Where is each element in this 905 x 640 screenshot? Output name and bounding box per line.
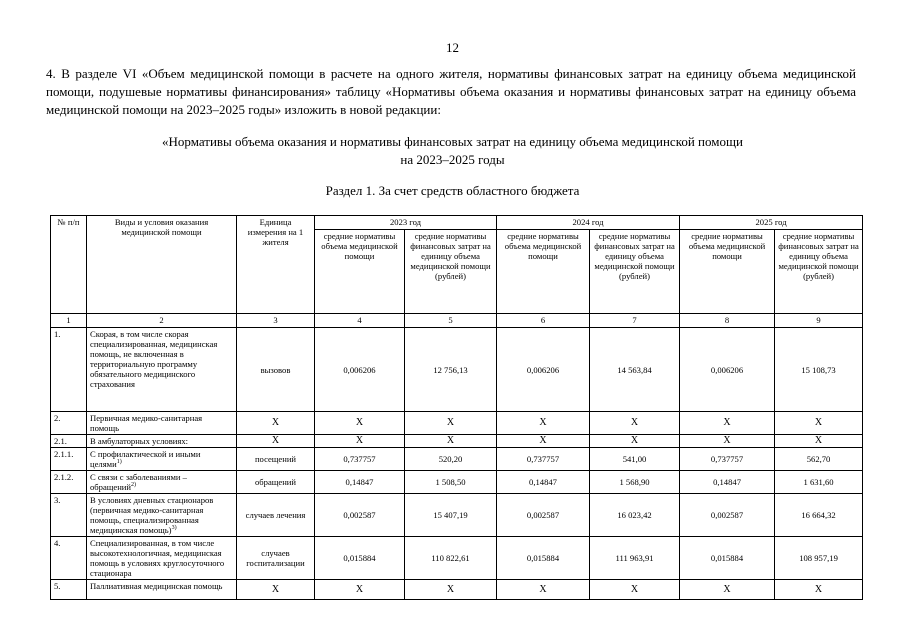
row-cost-2025: X [775, 412, 863, 435]
row-type [87, 448, 237, 471]
row-volume-2025: X [680, 580, 775, 600]
footnote-marker: 1) [116, 459, 122, 466]
row-volume-2023: X [315, 435, 405, 448]
header-volume-2023: средние нормативы объема медицинской помощи [315, 230, 405, 314]
row-cost-2023: X [405, 435, 497, 448]
row-volume-2023: 0,002587 [315, 494, 405, 537]
column-index: 4 [315, 314, 405, 328]
row-cost-2025: 1 631,60 [775, 471, 863, 494]
header-num: № п/п [51, 216, 87, 314]
column-index: 2 [87, 314, 237, 328]
norms-table [50, 215, 863, 600]
row-num: 4. [51, 537, 87, 580]
row-num: 1. [51, 328, 87, 412]
header-cost-2023: средние нормативы финансовых затрат на единицу объема медицинской помощи (рублей) [405, 230, 497, 314]
row-volume-2024: X [497, 412, 590, 435]
row-volume-2025: X [680, 412, 775, 435]
header-type: Виды и условия оказания медицинской помощи [87, 216, 237, 314]
row-type-text: С профилактической и иными целями [90, 449, 201, 469]
table-row [51, 494, 863, 537]
column-index-row [51, 314, 863, 328]
row-volume-2023: 0,006206 [315, 328, 405, 412]
row-cost-2023: 15 407,19 [405, 494, 497, 537]
row-cost-2023: X [405, 412, 497, 435]
row-unit: X [237, 580, 315, 600]
row-volume-2025: 0,737757 [680, 448, 775, 471]
row-cost-2024: 541,00 [590, 448, 680, 471]
header-cost-2025: средние нормативы финансовых затрат на единицу объема медицинской помощи (рублей) [775, 230, 863, 314]
title-line-2: на 2023–2025 годы [400, 152, 505, 167]
row-type-text: Скорая, в том числе скорая специализированная, медицинская помощь, не включенная в территориальную программу обязательного медицинского страхования [90, 329, 218, 389]
row-type [87, 435, 237, 448]
row-cost-2025: X [775, 580, 863, 600]
row-cost-2024: X [590, 435, 680, 448]
row-type-text: В условиях дневных стационаров (первичная медико-санитарная помощь, специализированная медицинская помощь) [90, 495, 214, 535]
header-year-2025: 2025 год [680, 216, 863, 230]
header-year-2023: 2023 год [315, 216, 497, 230]
row-type-text: В амбулаторных условиях: [90, 436, 189, 446]
row-cost-2024: 14 563,84 [590, 328, 680, 412]
row-cost-2023: 12 756,13 [405, 328, 497, 412]
row-cost-2025: 15 108,73 [775, 328, 863, 412]
row-unit: случаев лечения [237, 494, 315, 537]
table-row [51, 435, 863, 448]
row-cost-2025: 562,70 [775, 448, 863, 471]
column-index: 5 [405, 314, 497, 328]
header-volume-2024: средние нормативы объема медицинской помощи [497, 230, 590, 314]
row-cost-2024: X [590, 412, 680, 435]
document-title [80, 133, 825, 169]
table-body [51, 328, 863, 600]
row-cost-2024: X [590, 580, 680, 600]
row-cost-2024: 111 963,91 [590, 537, 680, 580]
row-num: 5. [51, 580, 87, 600]
row-volume-2023: 0,737757 [315, 448, 405, 471]
row-cost-2025: 16 664,32 [775, 494, 863, 537]
column-index: 7 [590, 314, 680, 328]
row-type [87, 412, 237, 435]
column-index: 9 [775, 314, 863, 328]
row-cost-2024: 16 023,42 [590, 494, 680, 537]
row-unit: случаев госпитализации [237, 537, 315, 580]
row-volume-2023: X [315, 412, 405, 435]
page-number: 12 [446, 40, 459, 55]
column-index: 3 [237, 314, 315, 328]
column-index: 8 [680, 314, 775, 328]
table-row [51, 328, 863, 412]
row-num: 2.1.1. [51, 448, 87, 471]
footnote-marker: 2) [131, 482, 137, 489]
header-unit: Единица измерения на 1 жителя [237, 216, 315, 314]
row-volume-2025: 0,006206 [680, 328, 775, 412]
row-type-text: Паллиативная медицинская помощь [90, 581, 223, 591]
row-volume-2024: 0,002587 [497, 494, 590, 537]
row-volume-2024: X [497, 435, 590, 448]
row-unit: обращений [237, 471, 315, 494]
row-volume-2024: 0,015884 [497, 537, 590, 580]
row-volume-2024: X [497, 580, 590, 600]
row-volume-2024: 0,006206 [497, 328, 590, 412]
row-cost-2025: 108 957,19 [775, 537, 863, 580]
row-type [87, 471, 237, 494]
row-type-text: Специализированная, в том числе высокотехнологичная, медицинская помощь в условиях круглосуточного стационара [90, 538, 225, 578]
row-num: 2. [51, 412, 87, 435]
table-row [51, 448, 863, 471]
row-type [87, 328, 237, 412]
row-unit: вызовов [237, 328, 315, 412]
table-row [51, 580, 863, 600]
row-num: 2.1. [51, 435, 87, 448]
footnote-marker: 3) [171, 525, 177, 532]
column-index: 1 [51, 314, 87, 328]
row-volume-2025: 0,002587 [680, 494, 775, 537]
row-num: 3. [51, 494, 87, 537]
header-year-2024: 2024 год [497, 216, 680, 230]
row-type [87, 494, 237, 537]
row-volume-2025: 0,14847 [680, 471, 775, 494]
table-row [51, 471, 863, 494]
column-index: 6 [497, 314, 590, 328]
row-cost-2023: 1 508,50 [405, 471, 497, 494]
row-unit: посещений [237, 448, 315, 471]
title-line-1: «Нормативы объема оказания и нормативы финансовых затрат на единицу объема медицинской помощи [162, 134, 743, 149]
row-type-text: С связи с заболеваниями – обращений [90, 472, 187, 492]
row-volume-2023: X [315, 580, 405, 600]
row-type [87, 580, 237, 600]
row-volume-2025: 0,015884 [680, 537, 775, 580]
row-unit: X [237, 412, 315, 435]
row-unit: X [237, 435, 315, 448]
row-volume-2025: X [680, 435, 775, 448]
table-row [51, 412, 863, 435]
intro-paragraph: 4. В разделе VI «Объем медицинской помощи в расчете на одного жителя, нормативы финансовых затрат на единицу объема медицинской помощи, подушевые нормативы финансирования» таблицу «Нормативы объема оказания и нормативы финансовых затрат на единицу объема медицинской помощи на 2023–2025 годы» изложить в новой редакции: [46, 66, 856, 117]
row-volume-2024: 0,14847 [497, 471, 590, 494]
row-cost-2023: 110 822,61 [405, 537, 497, 580]
row-cost-2023: 520,20 [405, 448, 497, 471]
row-type-text: Первичная медико-санитарная помощь [90, 413, 203, 433]
header-cost-2024: средние нормативы финансовых затрат на единицу объема медицинской помощи (рублей) [590, 230, 680, 314]
row-cost-2023: X [405, 580, 497, 600]
header-volume-2025: средние нормативы объема медицинской помощи [680, 230, 775, 314]
row-volume-2024: 0,737757 [497, 448, 590, 471]
row-volume-2023: 0,14847 [315, 471, 405, 494]
row-type [87, 537, 237, 580]
section-title: Раздел 1. За счет средств областного бюджета [325, 183, 580, 198]
row-cost-2024: 1 568,90 [590, 471, 680, 494]
row-num: 2.1.2. [51, 471, 87, 494]
row-volume-2023: 0,015884 [315, 537, 405, 580]
row-cost-2025: X [775, 435, 863, 448]
table-row [51, 537, 863, 580]
